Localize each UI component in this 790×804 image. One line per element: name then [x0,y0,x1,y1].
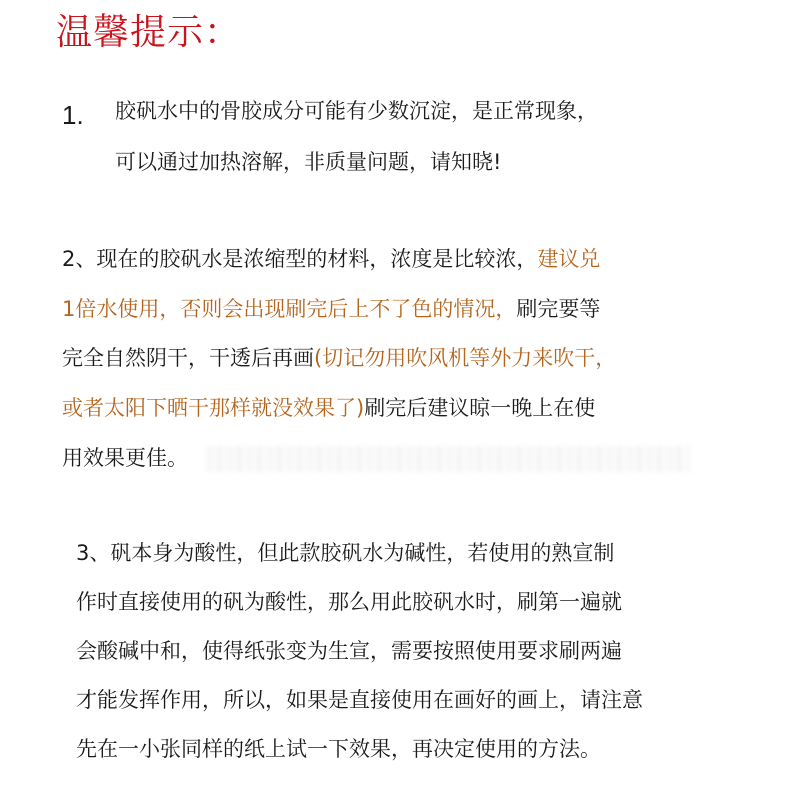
item2-line-3-text: 完全自然阴干，干透后再画 [62,346,314,370]
item2-line-4 [62,393,595,423]
item1-line-1: 胶矾水中的骨胶成分可能有少数沉淀，是正常现象， [115,99,598,123]
item3-line-5: 先在一小张同样的纸上试一下效果，再决定使用的方法。 [76,737,601,761]
item2-line-2-text: 刷完要等 [516,297,601,321]
page-title: 温馨提示： [56,12,242,53]
item2-line-2 [62,294,600,324]
item2-line-4-highlight: 或者太阳下晒干那样就没效果了) [62,396,365,420]
item1-line-2: 可以通过加热溶解，非质量问题，请知晓! [115,150,502,174]
item2-line-3 [62,343,616,373]
item2-line-1-highlight: 建议兑 [537,247,601,271]
item2-line-5: 用效果更佳。 [62,446,188,470]
item2-line-4-text: 刷完后建议晾一晚上在使 [364,396,596,420]
item2-line-3-highlight: (切记勿用吹风机等外力来吹干， [314,346,617,370]
item2-line-1-text: 2、现在的胶矾水是浓缩型的材料，浓度是比较浓， [62,247,538,271]
item1-number: 1. [62,100,84,130]
item3-line-1: 3、矾本身为酸性，但此款胶矾水为碱性，若使用的熟宣制 [76,541,615,565]
faded-texture [205,446,690,472]
item3-line-4: 才能发挥作用，所以，如果是直接使用在画好的画上，请注意 [76,688,643,712]
item3-line-3: 会酸碱中和，使得纸张变为生宣，需要按照使用要求刷两遍 [76,639,622,663]
item3-line-2: 作时直接使用的矾为酸性，那么用此胶矾水时，刷第一遍就 [76,590,622,614]
item2-line-2-highlight: 1倍水使用，否则会出现刷完后上不了色的情况， [62,297,517,321]
item2-line-1 [62,244,600,274]
